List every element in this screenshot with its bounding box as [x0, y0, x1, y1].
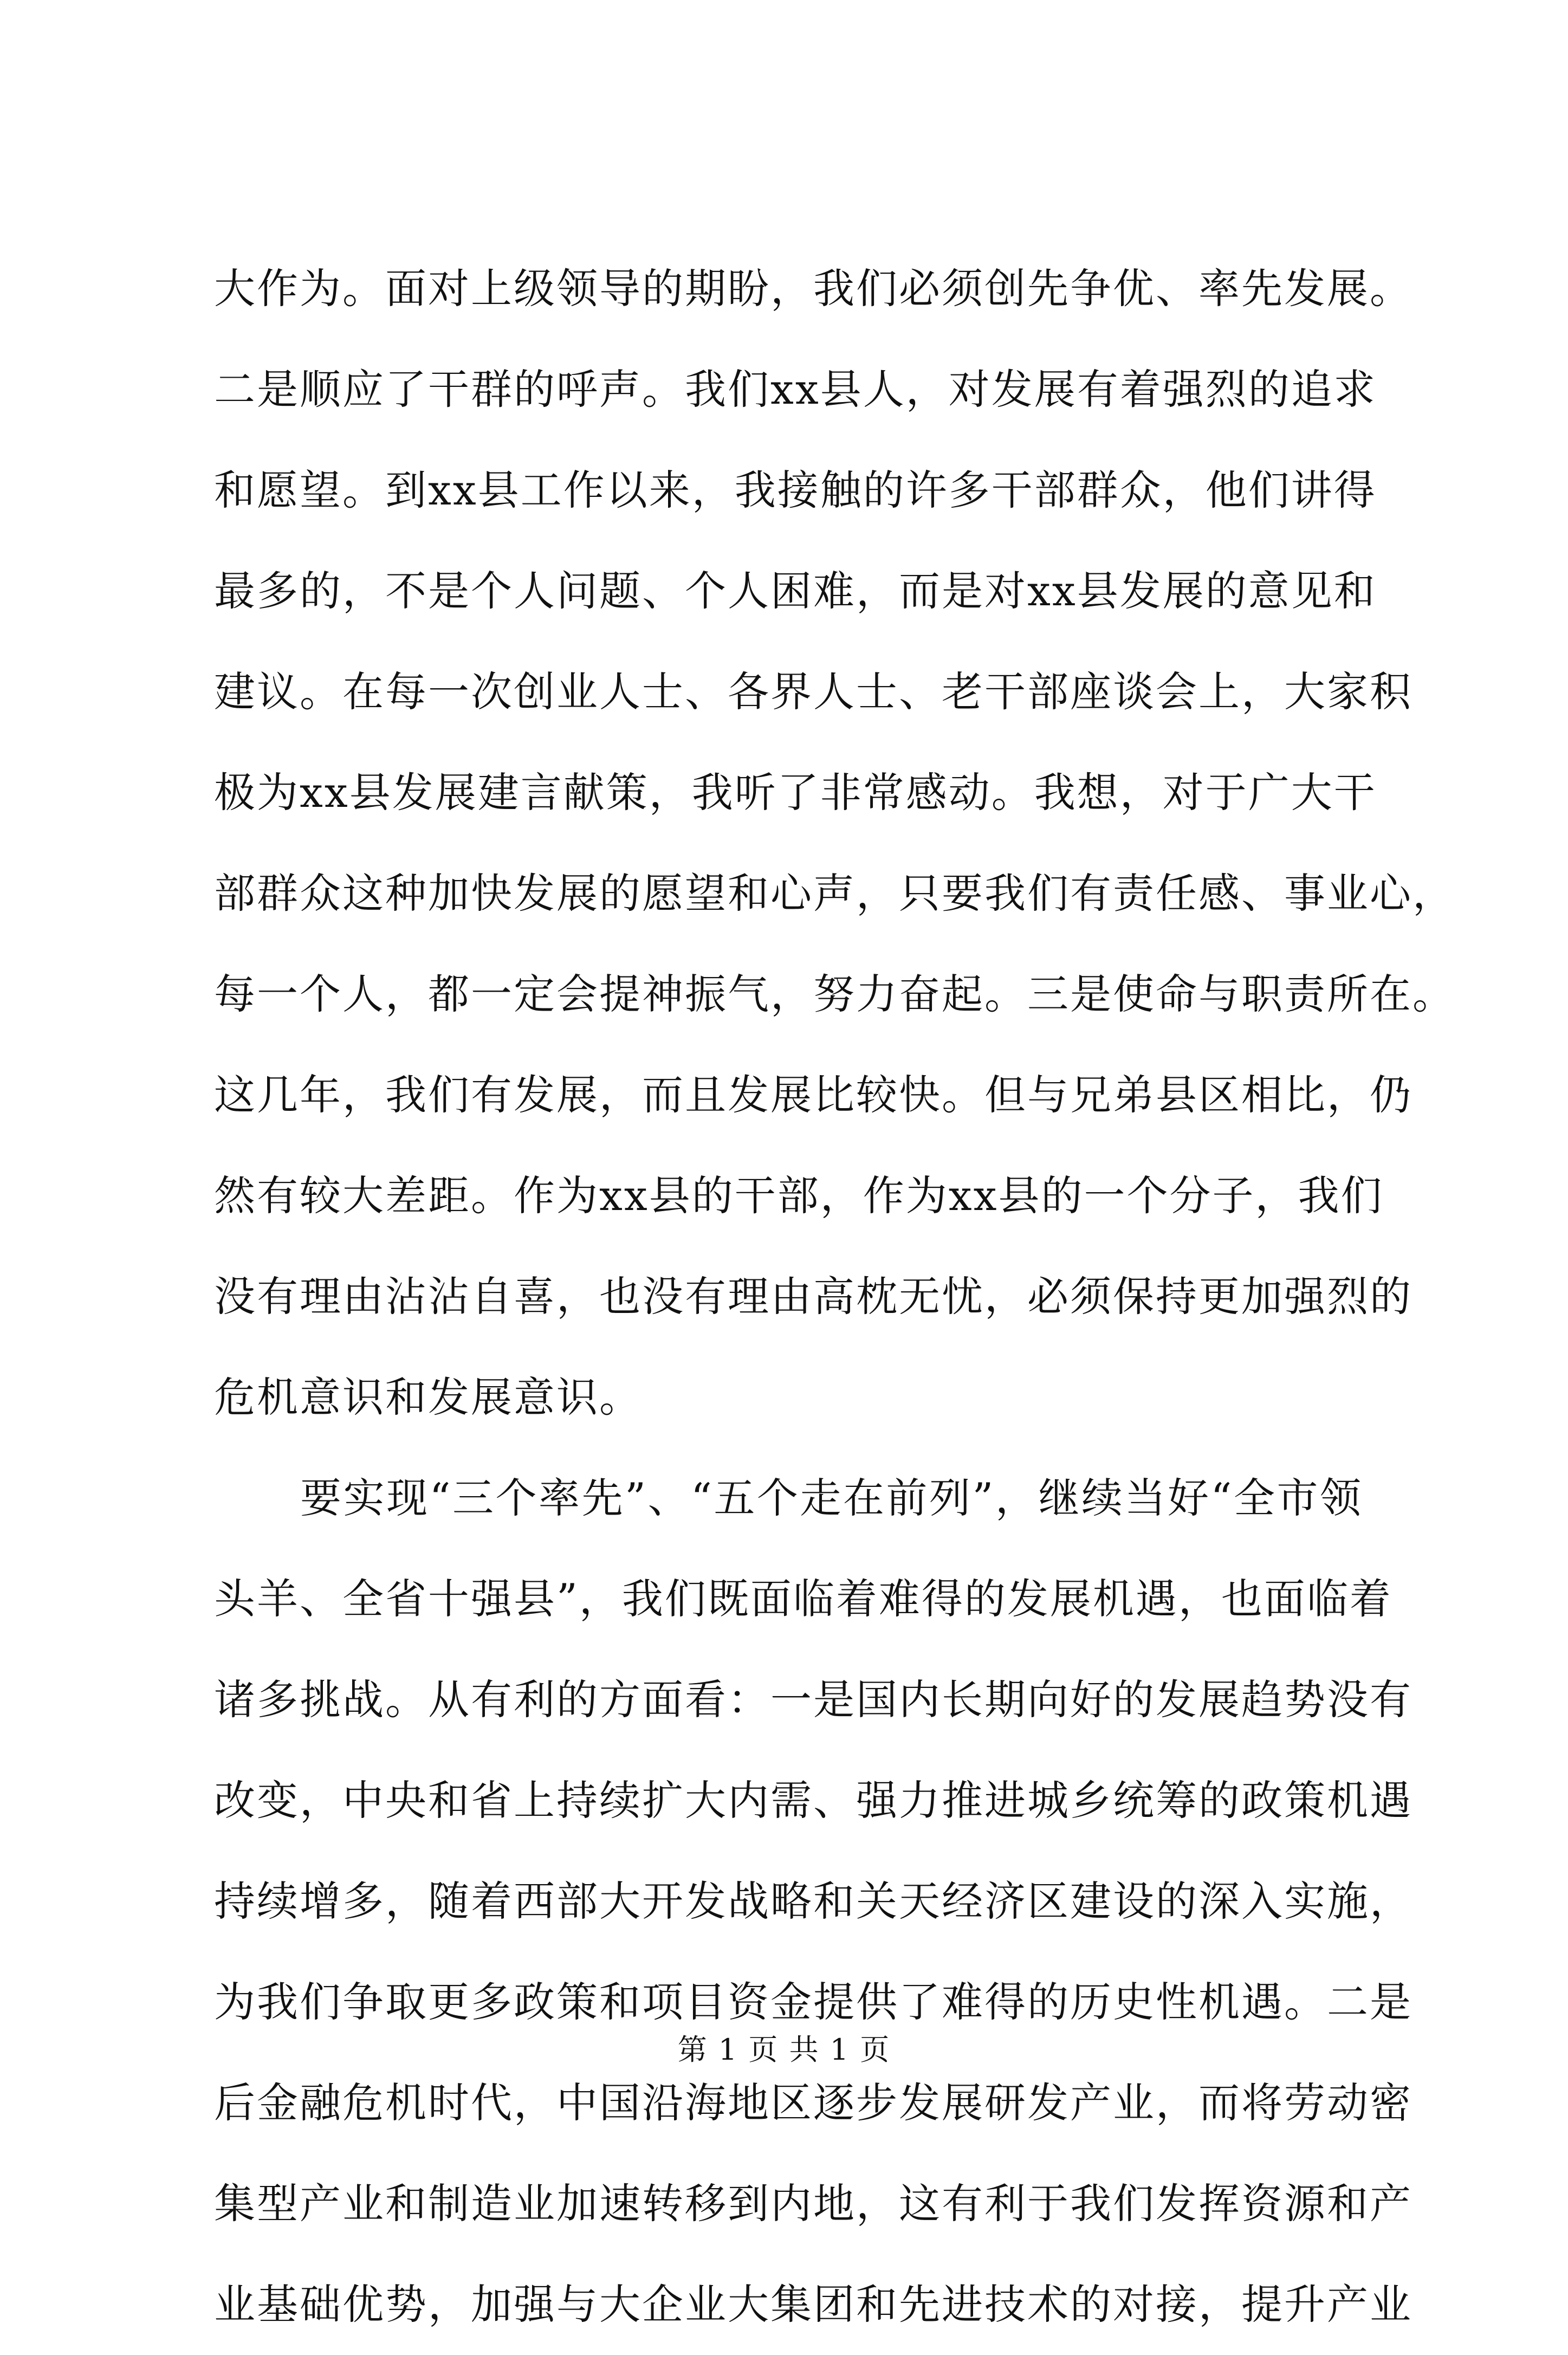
text-line: 建议。在每一次创业人士、各界人士、老干部座谈会上，大家积	[214, 668, 1413, 716]
text-line: 极为xx县发展建言献策，我听了非常感动。我想，对于广大干	[214, 768, 1377, 817]
text-line: 和愿望。到xx县工作以来，我接触的许多干部群众，他们讲得	[214, 466, 1377, 514]
text-line: 然有较大差距。作为xx县的干部，作为xx县的一个分子，我们	[214, 1172, 1384, 1220]
paragraph-start-line: 要实现“三个率先”、“五个走在前列”，继续当好“全市领	[214, 1474, 1363, 1522]
text-line: 改变，中央和省上持续扩大内需、强力推进城乡统筹的政策机遇	[214, 1776, 1413, 1825]
text-line: 大作为。面对上级领导的期盼，我们必须创先争优、率先发展。	[214, 264, 1413, 313]
text-line: 集型产业和制造业加速转移到内地，这有利于我们发挥资源和产	[214, 2179, 1413, 2228]
text-line: 后金融危机时代，中国沿海地区逐步发展研发产业，而将劳动密	[214, 2079, 1413, 2127]
paragraph-end-line: 危机意识和发展意识。	[214, 1373, 642, 1421]
text-line: 头羊、全省十强县”，我们既面临着难得的发展机遇，也面临着	[214, 1575, 1392, 1623]
text-line: 每一个人，都一定会提神振气，努力奋起。三是使命与职责所在。	[214, 970, 1455, 1018]
text-line: 诸多挑战。从有利的方面看：一是国内长期向好的发展趋势没有	[214, 1675, 1413, 1724]
text-line: 业基础优势，加强与大企业大集团和先进技术的对接，提升产业	[214, 2280, 1413, 2328]
text-line: 持续增多，随着西部大开发战略和关天经济区建设的深入实施，	[214, 1877, 1413, 1925]
text-line: 最多的，不是个人问题、个人困难，而是对xx县发展的意见和	[214, 567, 1377, 615]
text-line: 二是顺应了干群的呼声。我们xx县人，对发展有着强烈的追求	[214, 365, 1377, 413]
text-line: 为我们争取更多政策和项目资金提供了难得的历史性机遇。二是	[214, 1978, 1413, 2026]
page-number-footer: 第 1 页 共 1 页	[677, 2033, 891, 2067]
text-line: 这几年，我们有发展，而且发展比较快。但与兄弟县区相比，仍	[214, 1071, 1413, 1119]
text-line: 没有理由沾沾自喜，也没有理由高枕无忧，必须保持更加强烈的	[214, 1272, 1413, 1321]
text-line: 部群众这种加快发展的愿望和心声，只要我们有责任感、事业心，	[214, 869, 1455, 917]
